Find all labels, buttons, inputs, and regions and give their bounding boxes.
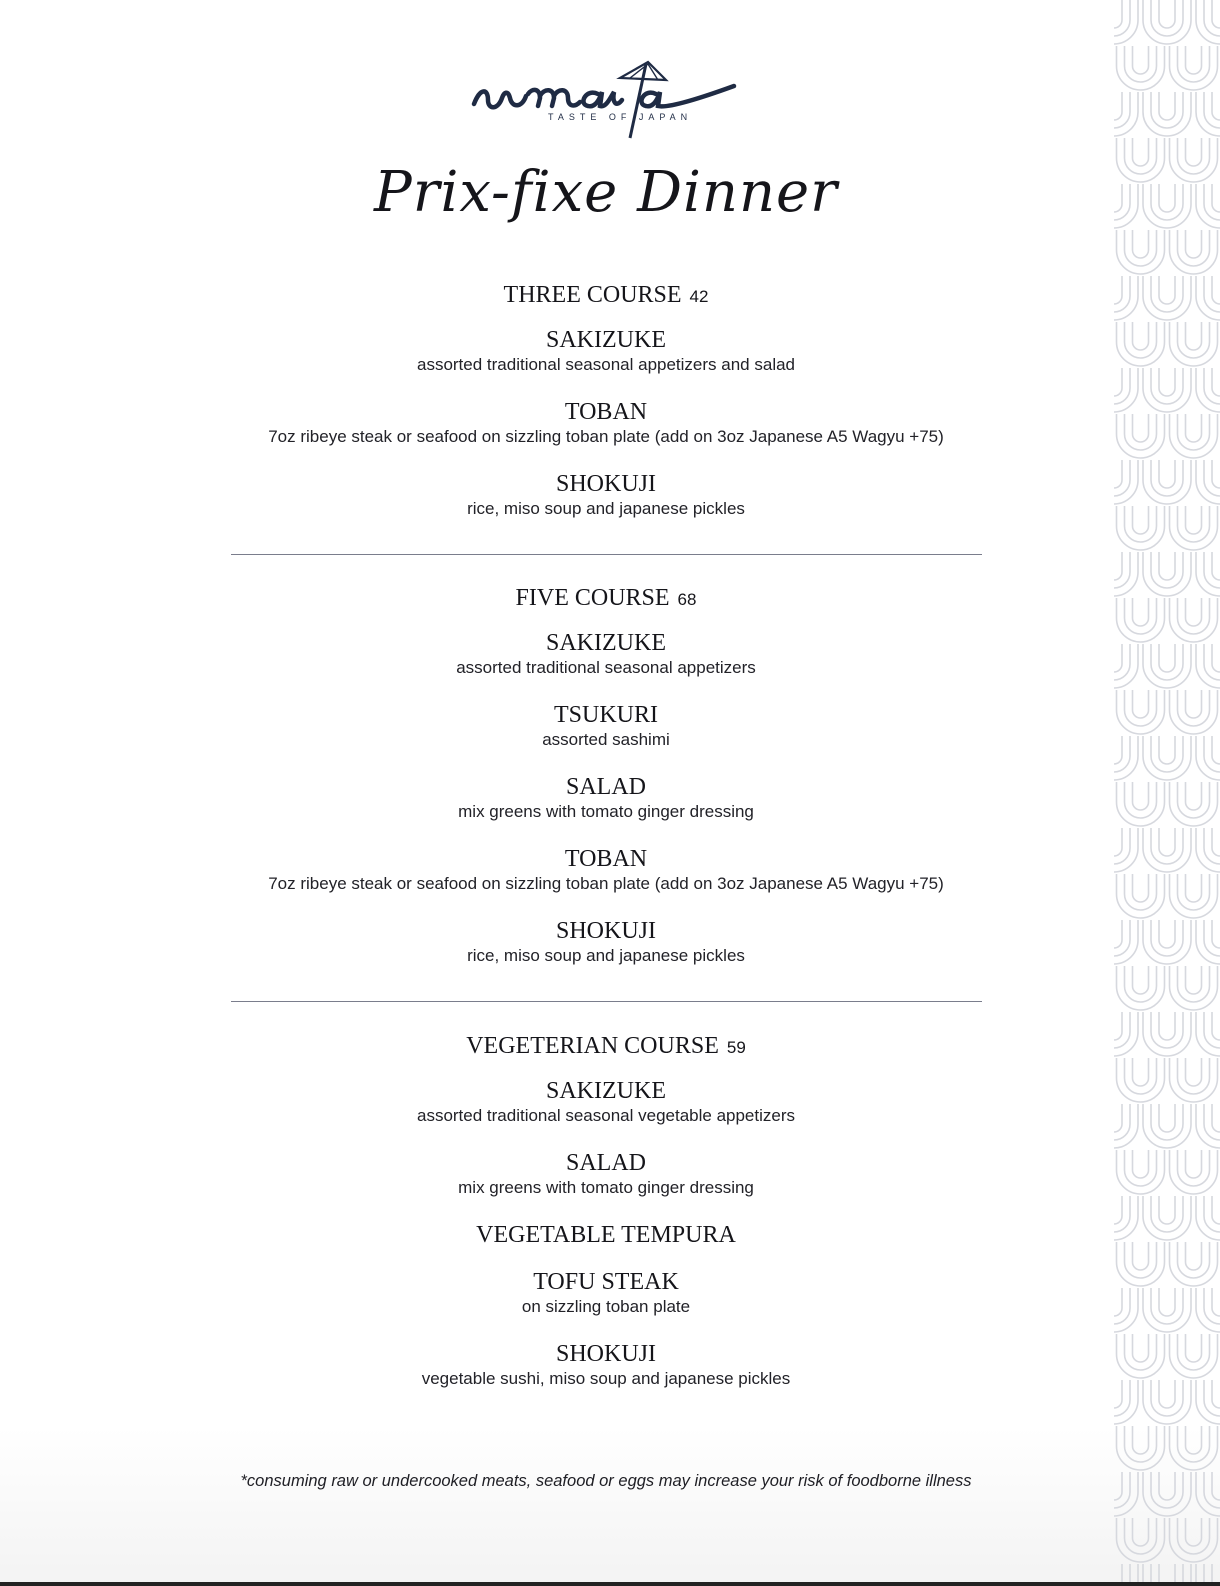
dish-name: VEGETABLE TEMPURA bbox=[476, 1222, 736, 1248]
pattern-arch bbox=[1212, 920, 1220, 948]
course-price: 42 bbox=[689, 287, 709, 306]
pattern-arch bbox=[1170, 1518, 1218, 1562]
five-course-section bbox=[0, 584, 1212, 990]
pattern-arch bbox=[1170, 1426, 1218, 1470]
dish-name: SHOKUJI bbox=[555, 1341, 656, 1367]
pattern-arch bbox=[1186, 1426, 1202, 1454]
course-heading bbox=[0, 1032, 1212, 1078]
dish-description: 7oz ribeye steak or seafood on sizzling toban plate (add on 3oz Japanese A5 Wagyu +75) bbox=[268, 427, 944, 446]
pattern-arch bbox=[1212, 1288, 1220, 1316]
dish-item bbox=[0, 1078, 1212, 1150]
pattern-arch bbox=[1133, 1518, 1149, 1546]
dish-description: on sizzling toban plate bbox=[521, 1297, 691, 1316]
pattern-arch bbox=[1212, 0, 1220, 28]
dish-item bbox=[0, 1222, 1212, 1269]
pattern-arch bbox=[1143, 92, 1191, 136]
dish-description: mix greens with tomato ginger dressing bbox=[458, 802, 754, 821]
health-disclaimer: *consuming raw or undercooked meats, seafood or eggs may increase your risk of foodborne illness bbox=[240, 1472, 972, 1490]
pattern-arch bbox=[1114, 0, 1122, 28]
dish-item bbox=[0, 1341, 1212, 1413]
dish-item bbox=[0, 630, 1212, 702]
brand-tagline: TASTE OF JAPAN bbox=[548, 112, 693, 122]
dish-name: TOBAN bbox=[564, 399, 648, 425]
section-divider bbox=[231, 554, 982, 555]
pattern-arch bbox=[1125, 230, 1157, 266]
pattern-arch bbox=[1212, 736, 1220, 764]
pattern-arch bbox=[1125, 1518, 1157, 1554]
pattern-arch bbox=[1178, 1426, 1210, 1462]
course-name: THREE COURSE bbox=[503, 282, 682, 308]
pattern-arch bbox=[1212, 1380, 1220, 1408]
pattern-arch bbox=[1212, 368, 1220, 396]
pattern-arch bbox=[1117, 1426, 1165, 1470]
dish-item bbox=[0, 702, 1212, 774]
dish-description: assorted sashimi bbox=[542, 730, 670, 749]
pattern-arch bbox=[1212, 1012, 1220, 1040]
dish-name: TSUKURI bbox=[553, 702, 658, 728]
pattern-arch bbox=[1159, 0, 1175, 28]
pattern-arch bbox=[1212, 552, 1220, 580]
pattern-arch bbox=[1212, 1104, 1220, 1132]
pattern-arch bbox=[1143, 0, 1191, 44]
course-price: 68 bbox=[677, 590, 697, 609]
dish-item bbox=[0, 399, 1212, 471]
course-name: VEGETERIAN COURSE bbox=[466, 1033, 719, 1059]
dish-description: assorted traditional seasonal appetizers bbox=[456, 658, 756, 677]
pattern-arch bbox=[1159, 92, 1175, 120]
dish-item bbox=[0, 1269, 1212, 1341]
pattern-arch bbox=[1133, 230, 1149, 258]
pattern-arch bbox=[1212, 1196, 1220, 1224]
pattern-arch bbox=[1114, 552, 1122, 580]
pattern-arch bbox=[1178, 46, 1210, 82]
section-divider bbox=[231, 1001, 982, 1002]
pattern-arch bbox=[1151, 92, 1183, 128]
page-title: Prix-fixe Dinner bbox=[374, 160, 838, 225]
pattern-arch bbox=[1114, 92, 1138, 136]
dish-name: SALAD bbox=[565, 1150, 646, 1176]
dish-description: rice, miso soup and japanese pickles bbox=[467, 499, 745, 518]
pattern-arch bbox=[1178, 230, 1210, 266]
pattern-arch bbox=[1151, 0, 1183, 36]
dish-name: SALAD bbox=[565, 774, 646, 800]
vegetarian-course-section bbox=[0, 1032, 1212, 1413]
pattern-arch bbox=[1133, 46, 1149, 74]
pattern-arch bbox=[1196, 0, 1220, 44]
pattern-arch bbox=[1170, 230, 1218, 274]
pattern-arch bbox=[1117, 46, 1165, 90]
pattern-arch bbox=[1117, 230, 1165, 274]
pattern-arch bbox=[1212, 460, 1220, 488]
course-heading bbox=[0, 281, 1212, 327]
pattern-arch bbox=[1186, 230, 1202, 258]
course-price: 59 bbox=[726, 1038, 746, 1057]
bottom-edge bbox=[0, 1582, 1220, 1586]
pattern-arch bbox=[1133, 1426, 1149, 1454]
umaya-script-logo bbox=[470, 58, 742, 144]
dish-description: assorted traditional seasonal appetizers and salad bbox=[416, 355, 796, 374]
pattern-arch bbox=[1151, 552, 1183, 588]
dish-name: SAKIZUKE bbox=[546, 1078, 666, 1104]
dish-item bbox=[0, 327, 1212, 399]
dish-item bbox=[0, 918, 1212, 990]
dish-description: 7oz ribeye steak or seafood on sizzling toban plate (add on 3oz Japanese A5 Wagyu +75) bbox=[268, 874, 944, 893]
dish-item bbox=[0, 774, 1212, 846]
pattern-arch bbox=[1212, 1472, 1220, 1500]
dish-item bbox=[0, 846, 1212, 918]
dish-name: SHOKUJI bbox=[555, 471, 656, 497]
dish-description: mix greens with tomato ginger dressing bbox=[458, 1178, 754, 1197]
pattern-arch bbox=[1212, 644, 1220, 672]
pattern-arch bbox=[1196, 92, 1220, 136]
dish-description: rice, miso soup and japanese pickles bbox=[467, 946, 745, 965]
pattern-arch bbox=[1212, 184, 1220, 212]
dish-name: SHOKUJI bbox=[555, 918, 656, 944]
pattern-arch bbox=[1212, 828, 1220, 856]
pattern-arch bbox=[1114, 92, 1122, 120]
pattern-arch bbox=[1178, 1518, 1210, 1554]
dish-name: TOFU STEAK bbox=[533, 1269, 679, 1295]
pattern-arch bbox=[1170, 46, 1218, 90]
pattern-arch bbox=[1212, 276, 1220, 304]
dish-item bbox=[0, 471, 1212, 543]
dish-name: TOBAN bbox=[564, 846, 648, 872]
pattern-arch bbox=[1125, 1426, 1157, 1462]
pattern-arch bbox=[1186, 1518, 1202, 1546]
dish-name: SAKIZUKE bbox=[546, 327, 666, 353]
dish-name: SAKIZUKE bbox=[546, 630, 666, 656]
pattern-arch bbox=[1125, 46, 1157, 82]
brand-logo bbox=[470, 58, 742, 144]
course-name: FIVE COURSE bbox=[515, 585, 670, 611]
pattern-arch bbox=[1114, 0, 1138, 44]
three-course-section bbox=[0, 281, 1212, 543]
pattern-arch bbox=[1186, 46, 1202, 74]
pattern-arch bbox=[1159, 552, 1175, 580]
pattern-arch bbox=[1212, 92, 1220, 120]
dish-item bbox=[0, 1150, 1212, 1222]
dish-description: vegetable sushi, miso soup and japanese pickles bbox=[421, 1369, 791, 1388]
pattern-arch bbox=[1117, 1518, 1165, 1562]
dish-description: assorted traditional seasonal vegetable appetizers bbox=[416, 1106, 796, 1125]
course-heading bbox=[0, 584, 1212, 630]
